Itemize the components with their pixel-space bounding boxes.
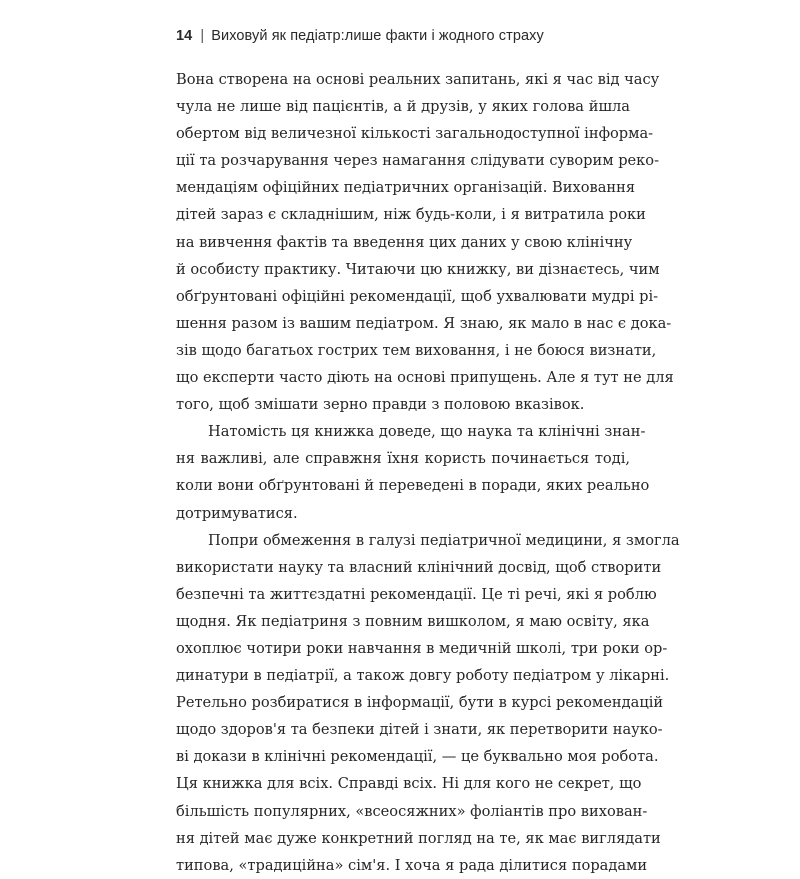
page-number: 14 <box>176 28 193 44</box>
text-line: охоплює чотири роки навчання в медичній школі, три роки ор- <box>176 639 668 657</box>
text-line: ції та розчарування через намагання слідувати суворим реко- <box>176 152 660 170</box>
text-line: ня важливі, але справжня їхня користь починається тоді, <box>176 450 630 468</box>
text-line: Ретельно розбиратися в інформації, бути в курсі рекомендацій <box>176 694 664 712</box>
text-line: безпечні та життєздатні рекомендації. Це ті речі, які я роблю <box>176 585 657 603</box>
text-line: типова, «традиційна» сім'я. І хоча я рада ділитися порадами <box>176 856 648 874</box>
text-line: Вона створена на основі реальних запитань, які я час від часу <box>176 71 660 88</box>
body-text <box>176 66 680 879</box>
text-line: Ця книжка для всіх. Справді всіх. Ні для кого не секрет, що <box>176 775 642 793</box>
text-line: дітей зараз є складнішим, ніж будь-коли, і я витратила роки <box>176 206 646 224</box>
text-line: на вивчення фактів та введення цих даних у свою клінічну <box>176 233 633 251</box>
text-line: коли вони обґрунтовані й переведені в поради, яких реально <box>176 477 650 495</box>
book-title: Виховуй як педіатр:лише факти і жодного страху <box>211 28 544 44</box>
text-line: динатури в педіатрії, а також довгу роботу педіатром у лікарні. <box>176 667 670 685</box>
text-line: того, щоб змішати зерно правди з половою вказівок. <box>176 396 585 414</box>
text-line: Попри обмеження в галузі педіатричної медицини, я змогла <box>208 531 680 549</box>
running-head-separator: | <box>200 28 205 44</box>
text-line: більшість популярних, «всеосяжних» фоліантів про вихован- <box>176 802 648 820</box>
text-line: Натомість ця книжка доведе, що наука та клінічні знан- <box>208 423 646 441</box>
text-line: що експерти часто діють на основі припущень. Але я тут не для <box>176 369 674 387</box>
text-line: ня дітей має дуже конкретний погляд на те, як має виглядати <box>176 829 661 847</box>
running-head <box>176 28 544 44</box>
text-line: щодо здоров'я та безпеки дітей і знати, як перетворити науко- <box>176 721 663 739</box>
text-line: обґрунтовані офіційні рекомендації, щоб ухвалювати мудрі рі- <box>176 287 659 305</box>
text-line: дотримуватися. <box>176 504 298 522</box>
text-line: ві докази в клінічні рекомендації, — це буквально моя робота. <box>176 748 659 766</box>
text-line: й особисту практику. Читаючи цю книжку, ви дізнаєтесь, чим <box>176 260 660 278</box>
text-line: зів щодо багатьох гострих тем виховання, і не боюся визнати, <box>176 341 657 359</box>
text-line: мендаціям офіційних педіатричних організацій. Виховання <box>176 179 636 197</box>
text-line: обертом від величезної кількості загальнодоступної інформа- <box>176 125 654 143</box>
text-line: використати науку та власний клінічний досвід, щоб створити <box>176 558 662 576</box>
text-line: щодня. Як педіатриня з повним вишколом, я маю освіту, яка <box>176 612 650 630</box>
text-line: чула не лише від пацієнтів, а й друзів, у яких голова йшла <box>176 98 630 116</box>
text-line: шення разом із вашим педіатром. Я знаю, як мало в нас є дока- <box>176 314 672 332</box>
